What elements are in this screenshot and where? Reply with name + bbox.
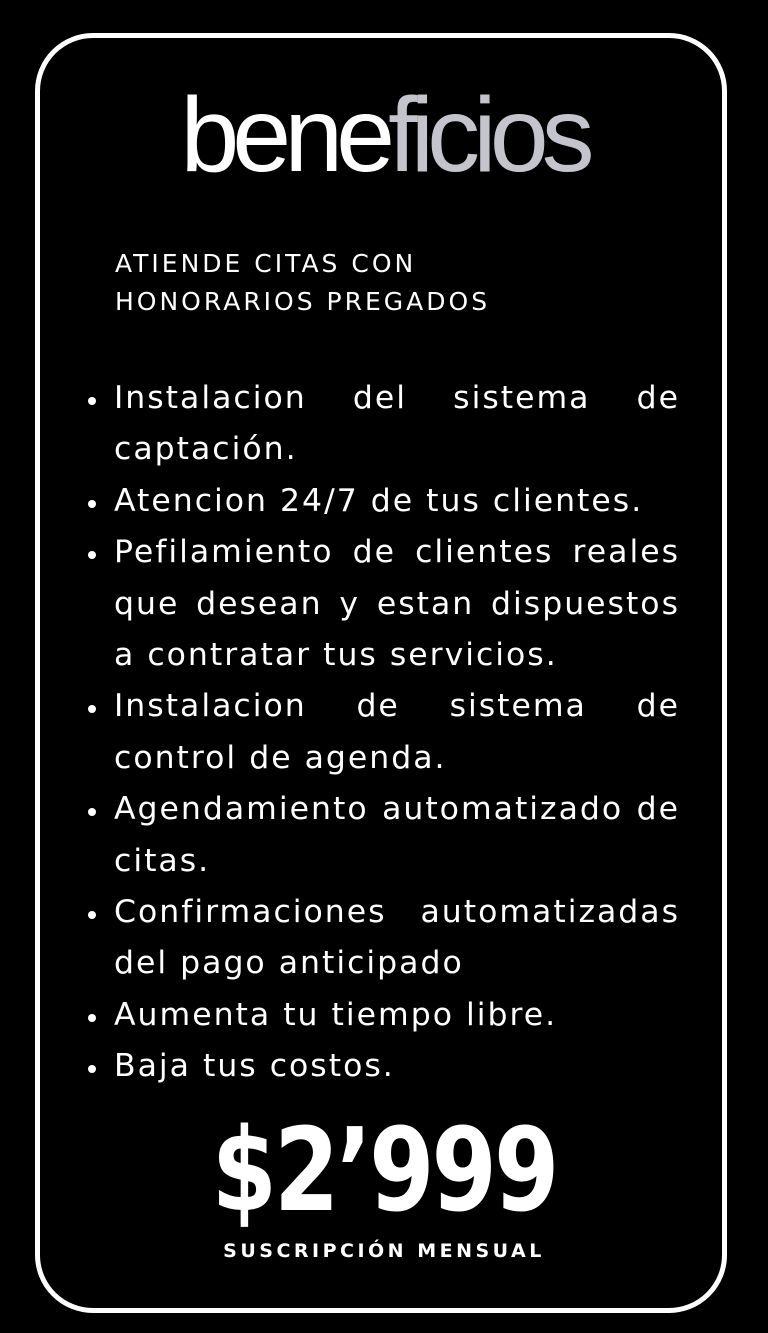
subtitle-line-1: ATIENDE CITAS CON [115, 249, 417, 278]
subtitle-line-2: HONORARIOS PREGADOS [115, 287, 491, 316]
list-item: Agendamiento automatizado de citas. [88, 784, 680, 887]
price-caption: SUSCRIPCIÓN MENSUAL [223, 1240, 545, 1262]
list-item: Pefilamiento de clientes reales que desean y estan dispuestos a contratar tus servicios. [88, 527, 680, 681]
list-item: Aumenta tu tiempo libre. [88, 990, 680, 1041]
list-item: Atencion 24/7 de tus clientes. [88, 476, 680, 527]
list-item: Instalacion de sistema de control de agenda. [88, 681, 680, 784]
list-item: Baja tus costos. [88, 1041, 680, 1092]
title-part-bene: bene [180, 76, 389, 194]
page-title [0, 76, 768, 194]
price-amount: $2’999 [211, 1105, 557, 1239]
subtitle [115, 245, 675, 321]
title-part-ficios: ficios [388, 76, 588, 194]
list-item: Confirmaciones automatizadas del pago anticipado [88, 887, 680, 990]
benefits-list [88, 373, 680, 1093]
list-item: Instalacion del sistema de captación. [88, 373, 680, 476]
